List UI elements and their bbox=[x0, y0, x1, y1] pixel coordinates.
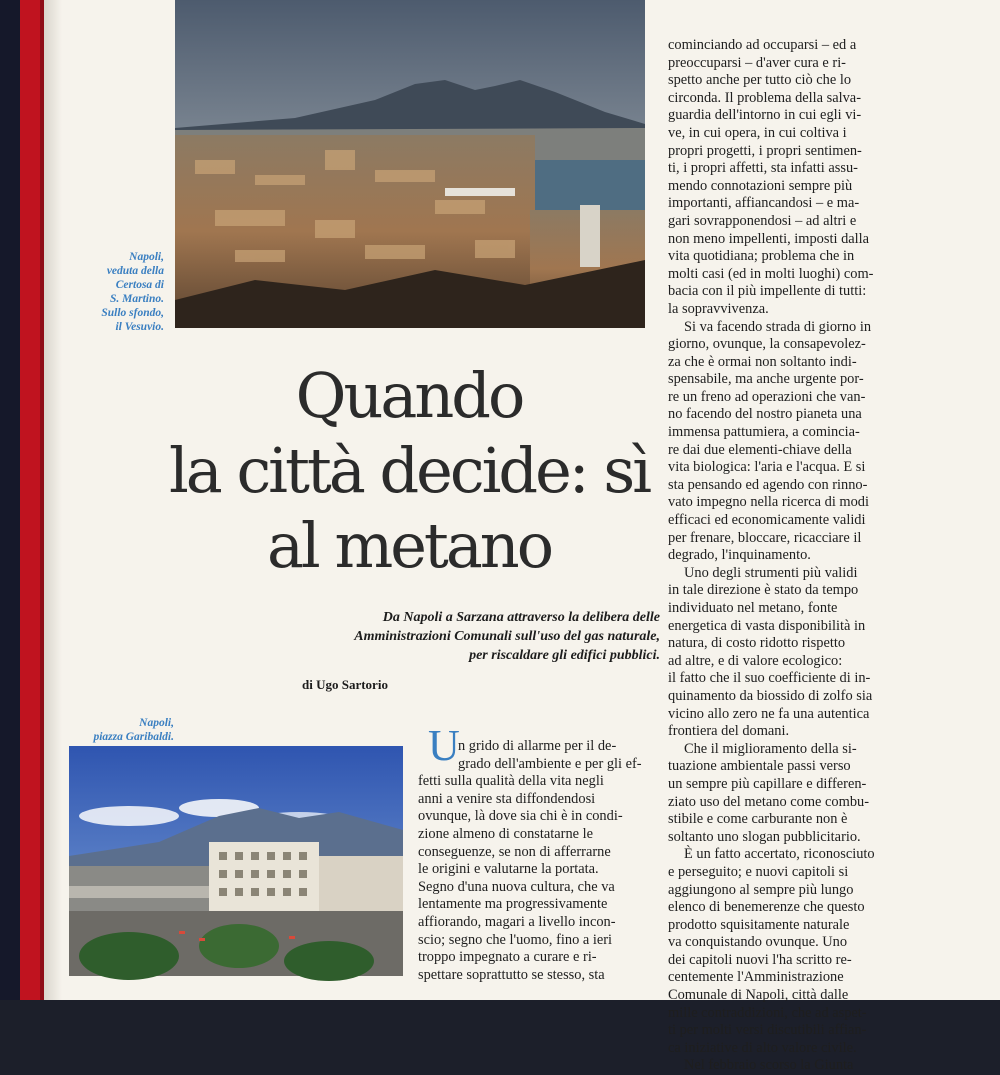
text-line: zione almeno di constatarne le bbox=[418, 825, 594, 842]
text-line: affiorando, magari a livello incon- bbox=[418, 913, 616, 930]
piazza-garibaldi-image bbox=[69, 746, 403, 976]
text-line: mille contraddizioni, che ad aspet- bbox=[668, 1004, 867, 1021]
text-line: Uno degli strumenti più validi bbox=[684, 564, 858, 581]
text-line: circonda. Il problema della salva- bbox=[668, 89, 861, 106]
caption-line: piazza Garibaldi. bbox=[93, 731, 174, 743]
text-line: energetica di vasta disponibilità in bbox=[668, 617, 866, 634]
text-line: stibile e come carburante non è bbox=[668, 811, 848, 828]
text-line: spettare soprattutto se stesso, sta bbox=[418, 966, 605, 983]
text-line: guardia dell'intorno in cui egli vi- bbox=[668, 107, 862, 124]
text-line: efficaci ed economicamente validi bbox=[668, 512, 866, 529]
text-line: ti, i propri affetti, sta infatti assu- bbox=[668, 160, 858, 177]
text-line: no facendo del nostro pianeta una bbox=[668, 406, 862, 423]
article-byline: di Ugo Sartorio bbox=[302, 677, 388, 692]
subtitle-line: Amministrazioni Comunali sull'uso del gas naturale, bbox=[354, 629, 660, 644]
text-line: elenco di benemerenze che questo bbox=[668, 899, 865, 916]
text-line: quinamento da biossido di zolfo sia bbox=[668, 687, 873, 704]
text-line: cominciando ad occuparsi – ed a bbox=[668, 37, 857, 53]
text-line: gari sovrapponendosi – ad altri e bbox=[668, 212, 857, 229]
caption-line: S. Martino. bbox=[109, 293, 164, 305]
text-line: la sopravvivenza. bbox=[668, 300, 769, 317]
text-line: vita biologica: l'aria e l'acqua. E si bbox=[668, 459, 866, 476]
text-line: bacia con il più impellente di tutti: bbox=[668, 283, 867, 300]
text-line: vita quotidiana; problema che in bbox=[668, 248, 855, 265]
text-line: conseguenze, se non di afferrarne bbox=[418, 843, 611, 860]
text-line: za che è ormai non soltanto indi- bbox=[668, 353, 857, 370]
text-line: ve, in cui opera, in cui coltiva i bbox=[668, 124, 847, 141]
text-line: spensabile, ma anche urgente por- bbox=[668, 371, 864, 388]
naples-skyline-image bbox=[175, 0, 645, 328]
text-line: immensa pattumiera, a comincia- bbox=[668, 424, 860, 441]
text-line: È un fatto accertato, riconosciuto bbox=[684, 846, 875, 863]
text-line: sta pensando ed agendo con rinno- bbox=[668, 476, 868, 493]
text-line: scio; segno che l'uomo, fino a ieri bbox=[418, 931, 613, 948]
caption-line: il Vesuvio. bbox=[115, 321, 164, 333]
headline-line: al metano bbox=[266, 509, 552, 582]
caption-line: Certosa di bbox=[115, 279, 164, 291]
text-line: frontiera del domani. bbox=[668, 723, 790, 740]
text-line: un sempre più capillare e differen- bbox=[668, 775, 867, 792]
text-line: Nel febbraio scorso la Giunta bbox=[684, 1057, 854, 1074]
text-line: preoccuparsi – d'aver cura e ri- bbox=[668, 54, 846, 71]
text-line: importanti, affiancandosi – e ma- bbox=[668, 195, 860, 212]
text-line: Comunale di Napoli, città dalle bbox=[668, 987, 849, 1004]
red-cover-edge bbox=[20, 0, 42, 1000]
text-line: degrado, l'inquinamento. bbox=[668, 547, 811, 564]
article-body-column-right bbox=[668, 37, 896, 1075]
text-line: ad altre, e di valore ecologico: bbox=[668, 652, 843, 669]
text-line: grado dell'ambiente e per gli ef- bbox=[458, 755, 642, 772]
subtitle-line: per riscaldare gli edifici pubblici. bbox=[469, 648, 660, 663]
text-line: propri progetti, i propri sentimen- bbox=[668, 142, 862, 159]
article-body-column-left bbox=[418, 738, 646, 984]
text-line: Si va facendo strada di giorno in bbox=[684, 318, 872, 335]
text-line: il fatto che il suo coefficiente di in- bbox=[668, 670, 871, 687]
text-line: lentamente ma progressivamente bbox=[418, 896, 608, 913]
text-line: giorno, ovunque, la consapevolez- bbox=[668, 336, 866, 353]
article-headline bbox=[164, 358, 654, 583]
text-line: aggiungono al sempre più lungo bbox=[668, 881, 854, 898]
text-line: centemente l'Amministrazione bbox=[668, 969, 844, 986]
text-line: n grido di allarme per il de- bbox=[458, 738, 617, 754]
headline-line: Quando bbox=[295, 359, 523, 432]
text-line: ovunque, là dove sia chi è in condi- bbox=[418, 808, 623, 825]
text-line: troppo impegnato a curare e ri- bbox=[418, 949, 597, 966]
text-line: vato impegno nella ricerca di modi bbox=[668, 494, 869, 511]
text-line: ziato uso del metano come combu- bbox=[668, 793, 870, 810]
text-line: natura, di costo ridotto rispetto bbox=[668, 635, 846, 652]
subtitle-line: Da Napoli a Sarzana attraverso la delibera delle bbox=[382, 610, 660, 625]
text-line: anni a venire sta diffondendosi bbox=[418, 790, 596, 807]
magazine-page bbox=[44, 0, 1000, 1074]
caption-line: veduta della bbox=[106, 265, 164, 277]
caption-line: Napoli, bbox=[139, 717, 174, 729]
text-line: re dai due elementi-chiave della bbox=[668, 441, 852, 458]
text-line: tuazione ambientale passi verso bbox=[668, 758, 851, 775]
text-line: per frenare, bloccare, ricacciare il bbox=[668, 529, 862, 546]
text-line: re un freno ad operazioni che van- bbox=[668, 388, 866, 405]
text-line: ca iniziative di alto valore civile. bbox=[668, 1039, 857, 1056]
text-line: soltanto uno slogan pubblicitario. bbox=[668, 828, 861, 845]
photo-naples-vesuvius bbox=[175, 0, 645, 328]
text-line: vicino allo zero ne fa una autentica bbox=[668, 705, 870, 722]
caption-line: Sullo sfondo, bbox=[101, 307, 164, 319]
text-line: dei capitoli nuovi l'ha scritto re- bbox=[668, 951, 852, 968]
text-line: Che il miglioramento della si- bbox=[684, 740, 857, 757]
text-line: le origini e valutarne la portata. bbox=[418, 861, 599, 878]
text-line: spetto anche per tutto ciò che lo bbox=[668, 72, 852, 89]
text-line: e perseguito; e nuovi capitoli si bbox=[668, 863, 849, 880]
text-line: mendo connotazioni sempre più bbox=[668, 177, 853, 194]
binding-edge bbox=[0, 0, 20, 1000]
text-line: Segno d'una nuova cultura, che va bbox=[418, 878, 615, 895]
caption-top-photo bbox=[64, 250, 164, 334]
text-line: ti per molti versi discutibili affian- bbox=[668, 1022, 867, 1039]
caption-bottom-photo bbox=[64, 716, 174, 744]
text-line: in tale direzione è stato da tempo bbox=[668, 582, 859, 599]
caption-line: Napoli, bbox=[129, 251, 164, 263]
text-line: molti casi (ed in molti luoghi) com- bbox=[668, 265, 874, 282]
drop-cap: U bbox=[428, 721, 460, 770]
page-gutter-shadow bbox=[44, 0, 62, 1000]
text-line: non meno impellenti, imposti dalla bbox=[668, 230, 870, 247]
text-line: prodotto squisitamente naturale bbox=[668, 916, 850, 933]
headline-line: la città decide: sì bbox=[168, 434, 650, 507]
text-line: individuato nel metano, fonte bbox=[668, 600, 838, 616]
article-subtitle bbox=[164, 608, 660, 665]
text-line: va conquistando ovunque. Uno bbox=[668, 934, 848, 951]
text-line: fetti sulla qualità della vita negli bbox=[418, 773, 604, 790]
photo-piazza-garibaldi bbox=[69, 746, 403, 976]
